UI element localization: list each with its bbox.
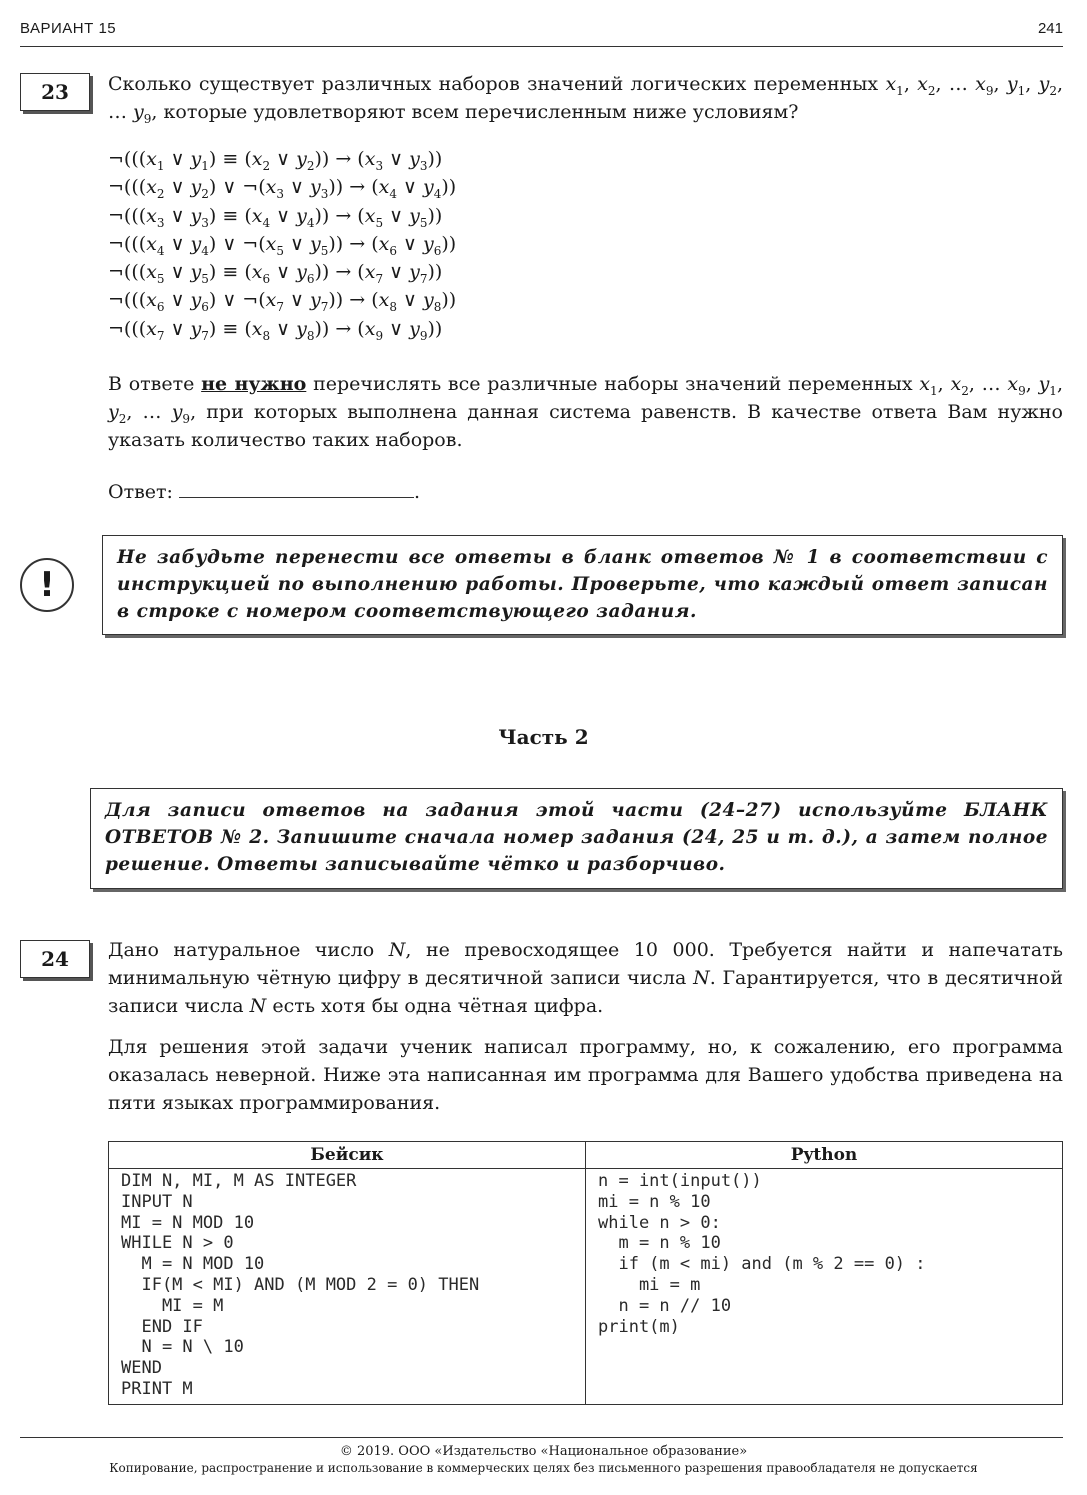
page-number: 241 [1037, 20, 1063, 37]
reminder-text: Не забудьте перенести все ответы в бланк ответов № 1 в соответствии с инструкцией по выполнению работы. Проверьте, что каждый ответ записан в строке с номером соответствующего задания. [117, 547, 1048, 622]
formula-line: $\neg(((x_2$ ∨ $y_2$) ∨ $\neg(x_3$ ∨ $y_3)) \to (x_4$ ∨ $y_4$)) [108, 176, 457, 202]
task-24-number: 24 [20, 940, 90, 978]
task-24-description: Для решения этой задачи ученик написал программу, но, к сожалению, его программа оказалась неверной. Ниже эта написанная им программа для Вашего удобства приведена на пяти языках программирования. [108, 1036, 1063, 1114]
formula-line: $\neg(((x_7$ ∨ $y_7) \equiv (x_8$ ∨ $y_8)) \to (x_9$ ∨ $y_9$)) [108, 317, 443, 343]
program-table [108, 1141, 1063, 1405]
task-23-formulas [108, 145, 456, 343]
formula-line: $\neg(((x_3$ ∨ $y_3) \equiv (x_4$ ∨ $y_4)) \to (x_5$ ∨ $y_5$)) [108, 204, 443, 230]
python-code: n = int(input()) mi = n % 10 while n > 0: m = n % 10 if (m < mi) and (m % 2 == 0) : mi = m n = n // 10 print(m) [598, 1171, 926, 1337]
variant-label: ВАРИАНТ 15 [20, 20, 117, 37]
part-2-instruction-box [90, 788, 1063, 889]
copyright: © 2019. ООО «Издательство «Национальное образование» [339, 1444, 748, 1459]
reminder-box [102, 535, 1063, 635]
copyright-notice: Копирование, распространение и использование в коммерческих целях без письменного разрешения правообладателя не допускается [109, 1461, 978, 1475]
header-divider [20, 46, 1063, 47]
answer-period: . [414, 481, 421, 503]
task-23-answer-row [108, 478, 1063, 506]
task-23-question: Сколько существует различных наборов значений логических переменных $x_1$, $x_2$, … $x_9$, $y_1$, $y_2$, … $y_9$, которые удовлетворяют всем перечисленным ниже условиям? [108, 73, 1063, 126]
basic-code-cell [109, 1169, 586, 1405]
formula-line: $\neg(((x_1$ ∨ $y_1) \equiv (x_2$ ∨ $y_2)) \to (x_3$ ∨ $y_3$)) [108, 148, 443, 173]
formula-line: $\neg(((x_4$ ∨ $y_4$) ∨ $\neg(x_5$ ∨ $y_5)) \to (x_6$ ∨ $y_6$)) [108, 232, 457, 258]
part-2-title: Часть 2 [498, 725, 589, 749]
answer-label: Ответ: [108, 481, 173, 503]
formula-line: $\neg(((x_6$ ∨ $y_6$) ∨ $\neg(x_7$ ∨ $y_7)) \to (x_8$ ∨ $y_8$)) [108, 289, 457, 315]
answer-field[interactable] [179, 479, 414, 498]
python-code-cell [586, 1169, 1063, 1405]
exclamation-icon: ! [20, 558, 74, 612]
task-23-number: 23 [20, 73, 90, 111]
formula-line: $\neg(((x_5$ ∨ $y_5) \equiv (x_6$ ∨ $y_6)) \to (x_7$ ∨ $y_7$)) [108, 261, 443, 286]
basic-code: DIM N, MI, M AS INTEGER INPUT N MI = N MOD 10 WHILE N > 0 M = N MOD 10 IF(M < MI) AND (M MOD 2 = 0) THEN MI = M END IF N = N \ 10 WEND PRINT M [121, 1171, 480, 1399]
task-24-statement: Дано натуральное число N, не превосходящее 10 000. Требуется найти и напечатать минимальную чётную цифру в десятичной записи числа N. Гарантируется, что в десятичной записи числа N есть хотя бы одна чётная цифра. [108, 939, 1064, 1017]
task-23-note: В ответе не нужно перечислять все различные наборы значений переменных $x_1$, $x_2$, … $x_9$, $y_1$, $y_2$, … $y_9$, при которых выполнена данная система равенств. В качестве ответа Вам нужно указать количество таких наборов. [108, 373, 1063, 451]
basic-column-header: Бейсик [109, 1142, 586, 1169]
python-column-header: Python [586, 1142, 1063, 1169]
footer-divider [20, 1437, 1063, 1438]
part-2-instruction: Для записи ответов на задания этой части (24–27) используйте БЛАНК ОТВЕТОВ № 2. Запишите сначала номер задания (24, 25 и т. д.), а затем полное решение. Ответы записывайте чётко и разборчиво. [105, 800, 1048, 875]
